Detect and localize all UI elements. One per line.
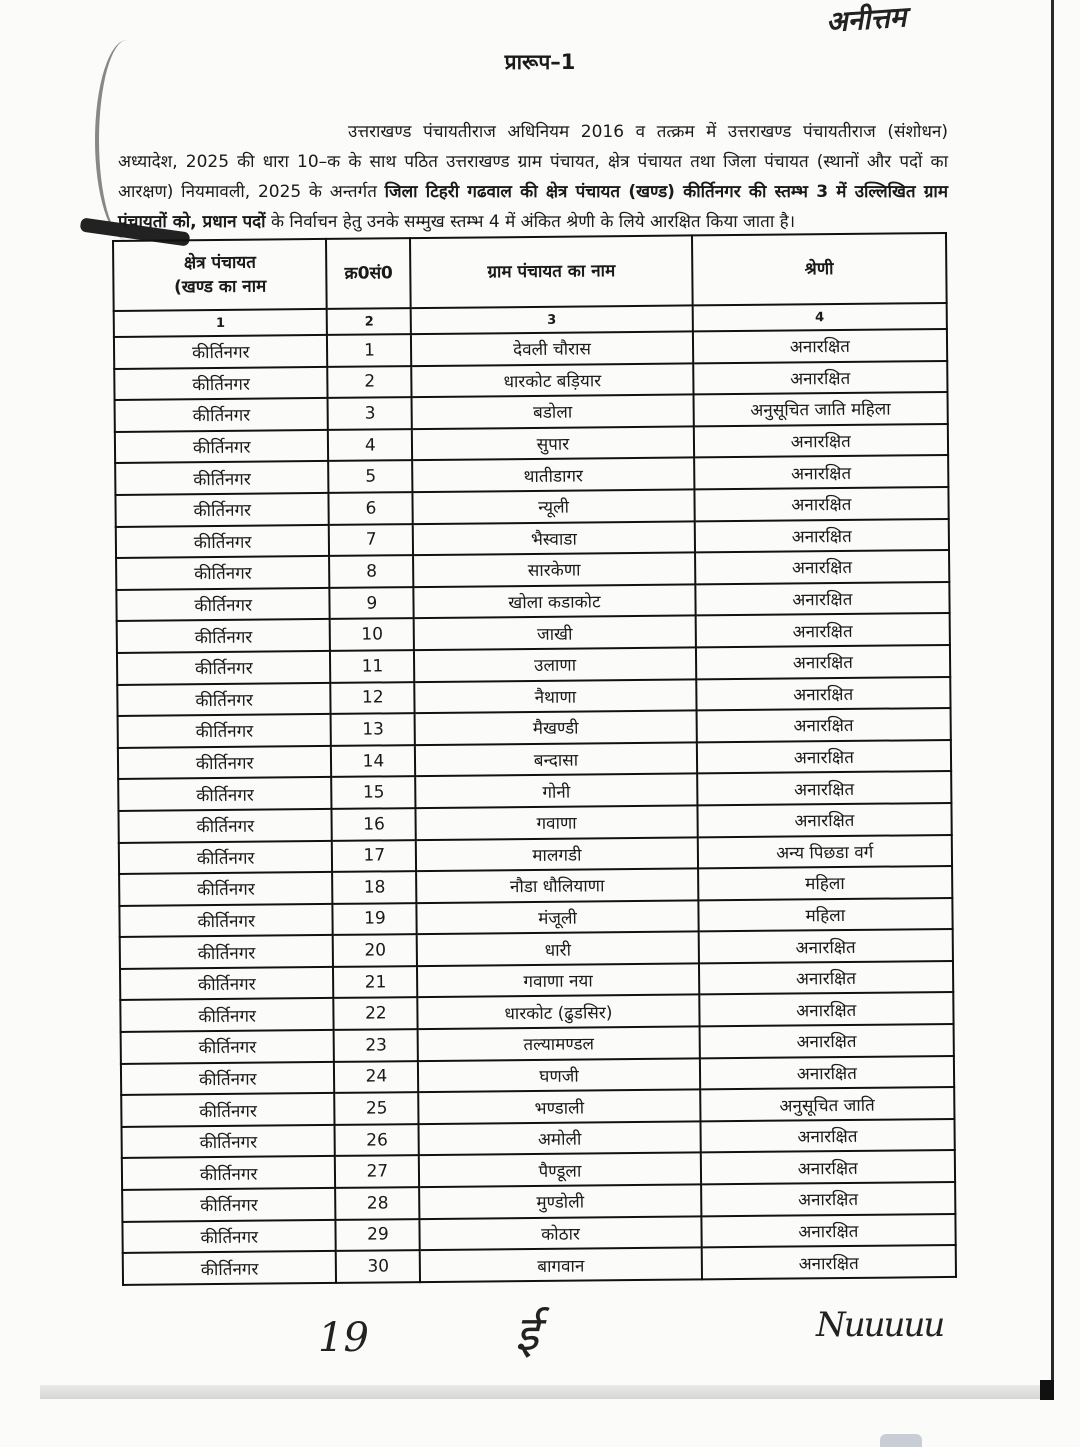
cell-no: 14	[331, 745, 415, 777]
cell-gram: कोठार	[420, 1216, 702, 1250]
corner-mark	[1040, 1380, 1054, 1400]
cell-no: 6	[329, 492, 413, 524]
cell-gram: खोला कडाकोट	[414, 584, 696, 618]
cell-khand: कीर्तिनगर	[118, 714, 332, 748]
signature-right: Nuuuuu	[816, 1305, 944, 1345]
cell-khand: कीर्तिनगर	[122, 1125, 336, 1159]
cell-shreni: अनारक्षित	[699, 992, 954, 1026]
initial-middle: ई	[515, 1306, 539, 1362]
cell-no: 1	[327, 334, 411, 366]
cell-gram: तल्यामण्डल	[418, 1026, 700, 1060]
page-edge	[1051, 0, 1054, 1400]
cell-shreni: अनारक्षित	[697, 803, 952, 837]
cell-khand: कीर्तिनगर	[121, 1062, 335, 1096]
cell-shreni: अनारक्षित	[695, 550, 950, 584]
cell-shreni: अनारक्षित	[699, 961, 954, 995]
cell-no: 16	[332, 808, 416, 840]
cell-shreni: अनारक्षित	[695, 613, 950, 647]
cell-gram: उलाणा	[414, 647, 696, 681]
header-kshetra-line2: (खण्ड का नाम	[174, 276, 267, 298]
cell-khand: कीर्तिनगर	[118, 777, 332, 811]
cell-shreni: महिला	[698, 898, 953, 932]
cell-gram: बन्दासा	[415, 742, 697, 776]
cell-no: 15	[332, 776, 416, 808]
cell-shreni: अनारक्षित	[693, 329, 948, 363]
cell-no: 2	[328, 366, 412, 398]
intro-bold-text: जिला टिहरी गढवाल की क्षेत्र पंचायत (खण्ड) कीर्तिनगर की स्तम्भ 3 में उल्लिखित ग्राम पंचायतों को, प्रधान पदों	[118, 182, 948, 232]
cell-no: 29	[336, 1219, 420, 1251]
header-kshetra-line1: क्षेत्र पंचायत	[183, 252, 257, 274]
cell-shreni: महिला	[698, 866, 953, 900]
cell-gram: बडोला	[412, 395, 694, 429]
cell-no: 19	[333, 903, 417, 935]
cell-no: 20	[333, 934, 417, 966]
cell-gram: सारकेणा	[413, 553, 695, 587]
cell-no: 11	[330, 650, 414, 682]
cell-khand: कीर्तिनगर	[123, 1251, 337, 1285]
cell-shreni: अनारक्षित	[701, 1214, 956, 1248]
header-category: श्रेणी	[692, 233, 947, 305]
cell-no: 3	[328, 397, 412, 429]
cell-no: 21	[333, 966, 417, 998]
colnum-2: 2	[327, 308, 411, 335]
scroll-indicator-icon[interactable]	[880, 1434, 922, 1447]
cell-khand: कीर्तिनगर	[118, 809, 332, 843]
cell-khand: कीर्तिनगर	[120, 967, 334, 1001]
cell-no: 25	[335, 1092, 419, 1124]
cell-gram: धारी	[417, 932, 699, 966]
cell-khand: कीर्तिनगर	[121, 1030, 335, 1064]
cell-shreni: अनारक्षित	[701, 1182, 956, 1216]
cell-gram: सुपार	[412, 426, 694, 460]
cell-shreni: अनारक्षित	[696, 708, 951, 742]
cell-khand: कीर्तिनगर	[119, 904, 333, 938]
cell-no: 30	[336, 1250, 420, 1282]
header-kshetra-panchayat	[113, 239, 327, 311]
reservation-table	[112, 232, 957, 1286]
cell-shreni: अनारक्षित	[699, 1024, 954, 1058]
cell-gram: गोनी	[416, 774, 698, 808]
intro-text-1: उत्तराखण्ड पंचायतीराज अधिनियम 2016 व तत्क्रम में उत्तराखण्ड पंचायतीराज (संशोधन) अध्यादेश, 2025 की धारा 10–क के साथ पठित उत्तराखण्ड ग्राम पंचायत, क्षेत्र पंचायत तथा जिला पंचायत (स्थानों और पदों का आरक्षण) नियमावली, 2025 के अन्तर्गत	[118, 122, 948, 202]
cell-khand: कीर्तिनगर	[117, 619, 331, 653]
initial-left: 19	[318, 1315, 369, 1361]
cell-gram: भण्डाली	[419, 1090, 701, 1124]
cell-khand: कीर्तिनगर	[122, 1220, 336, 1254]
cell-khand: कीर्तिनगर	[120, 998, 334, 1032]
cell-shreni: अनुसूचित जाति	[700, 1087, 955, 1121]
cell-shreni: अनारक्षित	[694, 455, 949, 489]
cell-shreni: अनारक्षित	[693, 424, 948, 458]
cell-khand: कीर्तिनगर	[116, 524, 330, 558]
cell-khand: कीर्तिनगर	[116, 588, 330, 622]
header-serial-number: क्र0सं0	[326, 238, 411, 309]
cell-gram: पैण्डूला	[419, 1153, 701, 1187]
cell-gram: थातीडागर	[412, 458, 694, 492]
cell-gram: बागवान	[420, 1248, 702, 1282]
cell-shreni: अनारक्षित	[698, 929, 953, 963]
intro-paragraph	[118, 117, 948, 237]
cell-no: 26	[335, 1124, 419, 1156]
cell-khand: कीर्तिनगर	[114, 335, 328, 369]
cell-khand: कीर्तिनगर	[114, 367, 328, 401]
cell-no: 10	[330, 618, 414, 650]
cell-gram: जाखी	[414, 616, 696, 650]
cell-khand: कीर्तिनगर	[115, 461, 329, 495]
cell-shreni: अनारक्षित	[701, 1245, 956, 1279]
colnum-1: 1	[114, 309, 328, 337]
cell-no: 4	[328, 429, 412, 461]
cell-gram: अमोली	[419, 1121, 701, 1155]
handwritten-stamp: अनीत्तम	[824, 0, 908, 39]
cell-khand: कीर्तिनगर	[118, 746, 332, 780]
cell-shreni: अनारक्षित	[695, 582, 950, 616]
header-gram-panchayat: ग्राम पंचायत का नाम	[410, 235, 692, 308]
cell-shreni: अनारक्षित	[696, 645, 951, 679]
cell-khand: कीर्तिनगर	[119, 840, 333, 874]
cell-no: 28	[336, 1187, 420, 1219]
cell-khand: कीर्तिनगर	[117, 651, 331, 685]
cell-no: 23	[334, 1029, 418, 1061]
cell-gram: भैस्वाडा	[413, 521, 695, 555]
cell-gram: गवाणा	[416, 805, 698, 839]
cell-gram: नैथाणा	[415, 679, 697, 713]
cell-khand: कीर्तिनगर	[115, 430, 329, 464]
page-bottom-shadow	[40, 1385, 1054, 1399]
cell-shreni: अनारक्षित	[697, 771, 952, 805]
cell-no: 22	[334, 998, 418, 1030]
cell-no: 17	[332, 840, 416, 872]
cell-khand: कीर्तिनगर	[122, 1188, 336, 1222]
cell-no: 8	[330, 555, 414, 587]
cell-shreni: अनारक्षित	[700, 1150, 955, 1184]
cell-gram: धारकोट (ढुडसिर)	[418, 995, 700, 1029]
cell-khand: कीर्तिनगर	[121, 1093, 335, 1127]
cell-gram: मैखण्डी	[415, 711, 697, 745]
cell-no: 5	[329, 461, 413, 493]
cell-shreni: अनारक्षित	[694, 487, 949, 521]
cell-gram: मालगडी	[416, 837, 698, 871]
cell-shreni: अनारक्षित	[696, 677, 951, 711]
cell-shreni: अनारक्षित	[700, 1119, 955, 1153]
cell-no: 9	[330, 587, 414, 619]
cell-no: 27	[335, 1156, 419, 1188]
cell-gram: मंजूली	[417, 900, 699, 934]
cell-khand: कीर्तिनगर	[117, 682, 331, 716]
cell-khand: कीर्तिनगर	[119, 872, 333, 906]
cell-no: 18	[333, 871, 417, 903]
cell-khand: कीर्तिनगर	[115, 493, 329, 527]
cell-shreni: अनारक्षित	[696, 740, 951, 774]
cell-no: 12	[331, 682, 415, 714]
colnum-3: 3	[411, 305, 693, 334]
cell-gram: घणजी	[418, 1058, 700, 1092]
cell-shreni: अन्य पिछडा वर्ग	[697, 834, 952, 868]
intro-text-2: के निर्वाचन हेतु उनके सम्मुख स्तम्भ 4 में अंकित श्रेणी के लिये आरक्षित किया जाता है।	[270, 212, 796, 232]
cell-khand: कीर्तिनगर	[115, 398, 329, 432]
table-row	[123, 1245, 956, 1285]
cell-no: 13	[331, 713, 415, 745]
cell-shreni: अनारक्षित	[700, 1056, 955, 1090]
document-title: प्रारूप–1	[504, 50, 576, 74]
cell-khand: कीर्तिनगर	[116, 556, 330, 590]
cell-gram: धारकोट बड़ियार	[412, 363, 694, 397]
cell-khand: कीर्तिनगर	[122, 1156, 336, 1190]
cell-gram: न्यूली	[413, 489, 695, 523]
cell-gram: देवली चौरास	[411, 331, 693, 365]
cell-khand: कीर्तिनगर	[120, 935, 334, 969]
cell-shreni: अनारक्षित	[693, 361, 948, 395]
table-body	[114, 329, 956, 1285]
cell-shreni: अनुसूचित जाति महिला	[693, 392, 948, 426]
cell-no: 24	[334, 1061, 418, 1093]
cell-no: 7	[329, 524, 413, 556]
cell-shreni: अनारक्षित	[694, 519, 949, 553]
cell-gram: गवाणा नया	[417, 963, 699, 997]
cell-gram: मुण्डोली	[419, 1184, 701, 1218]
colnum-4: 4	[692, 303, 947, 331]
cell-gram: नौडा धौलियाणा	[416, 869, 698, 903]
